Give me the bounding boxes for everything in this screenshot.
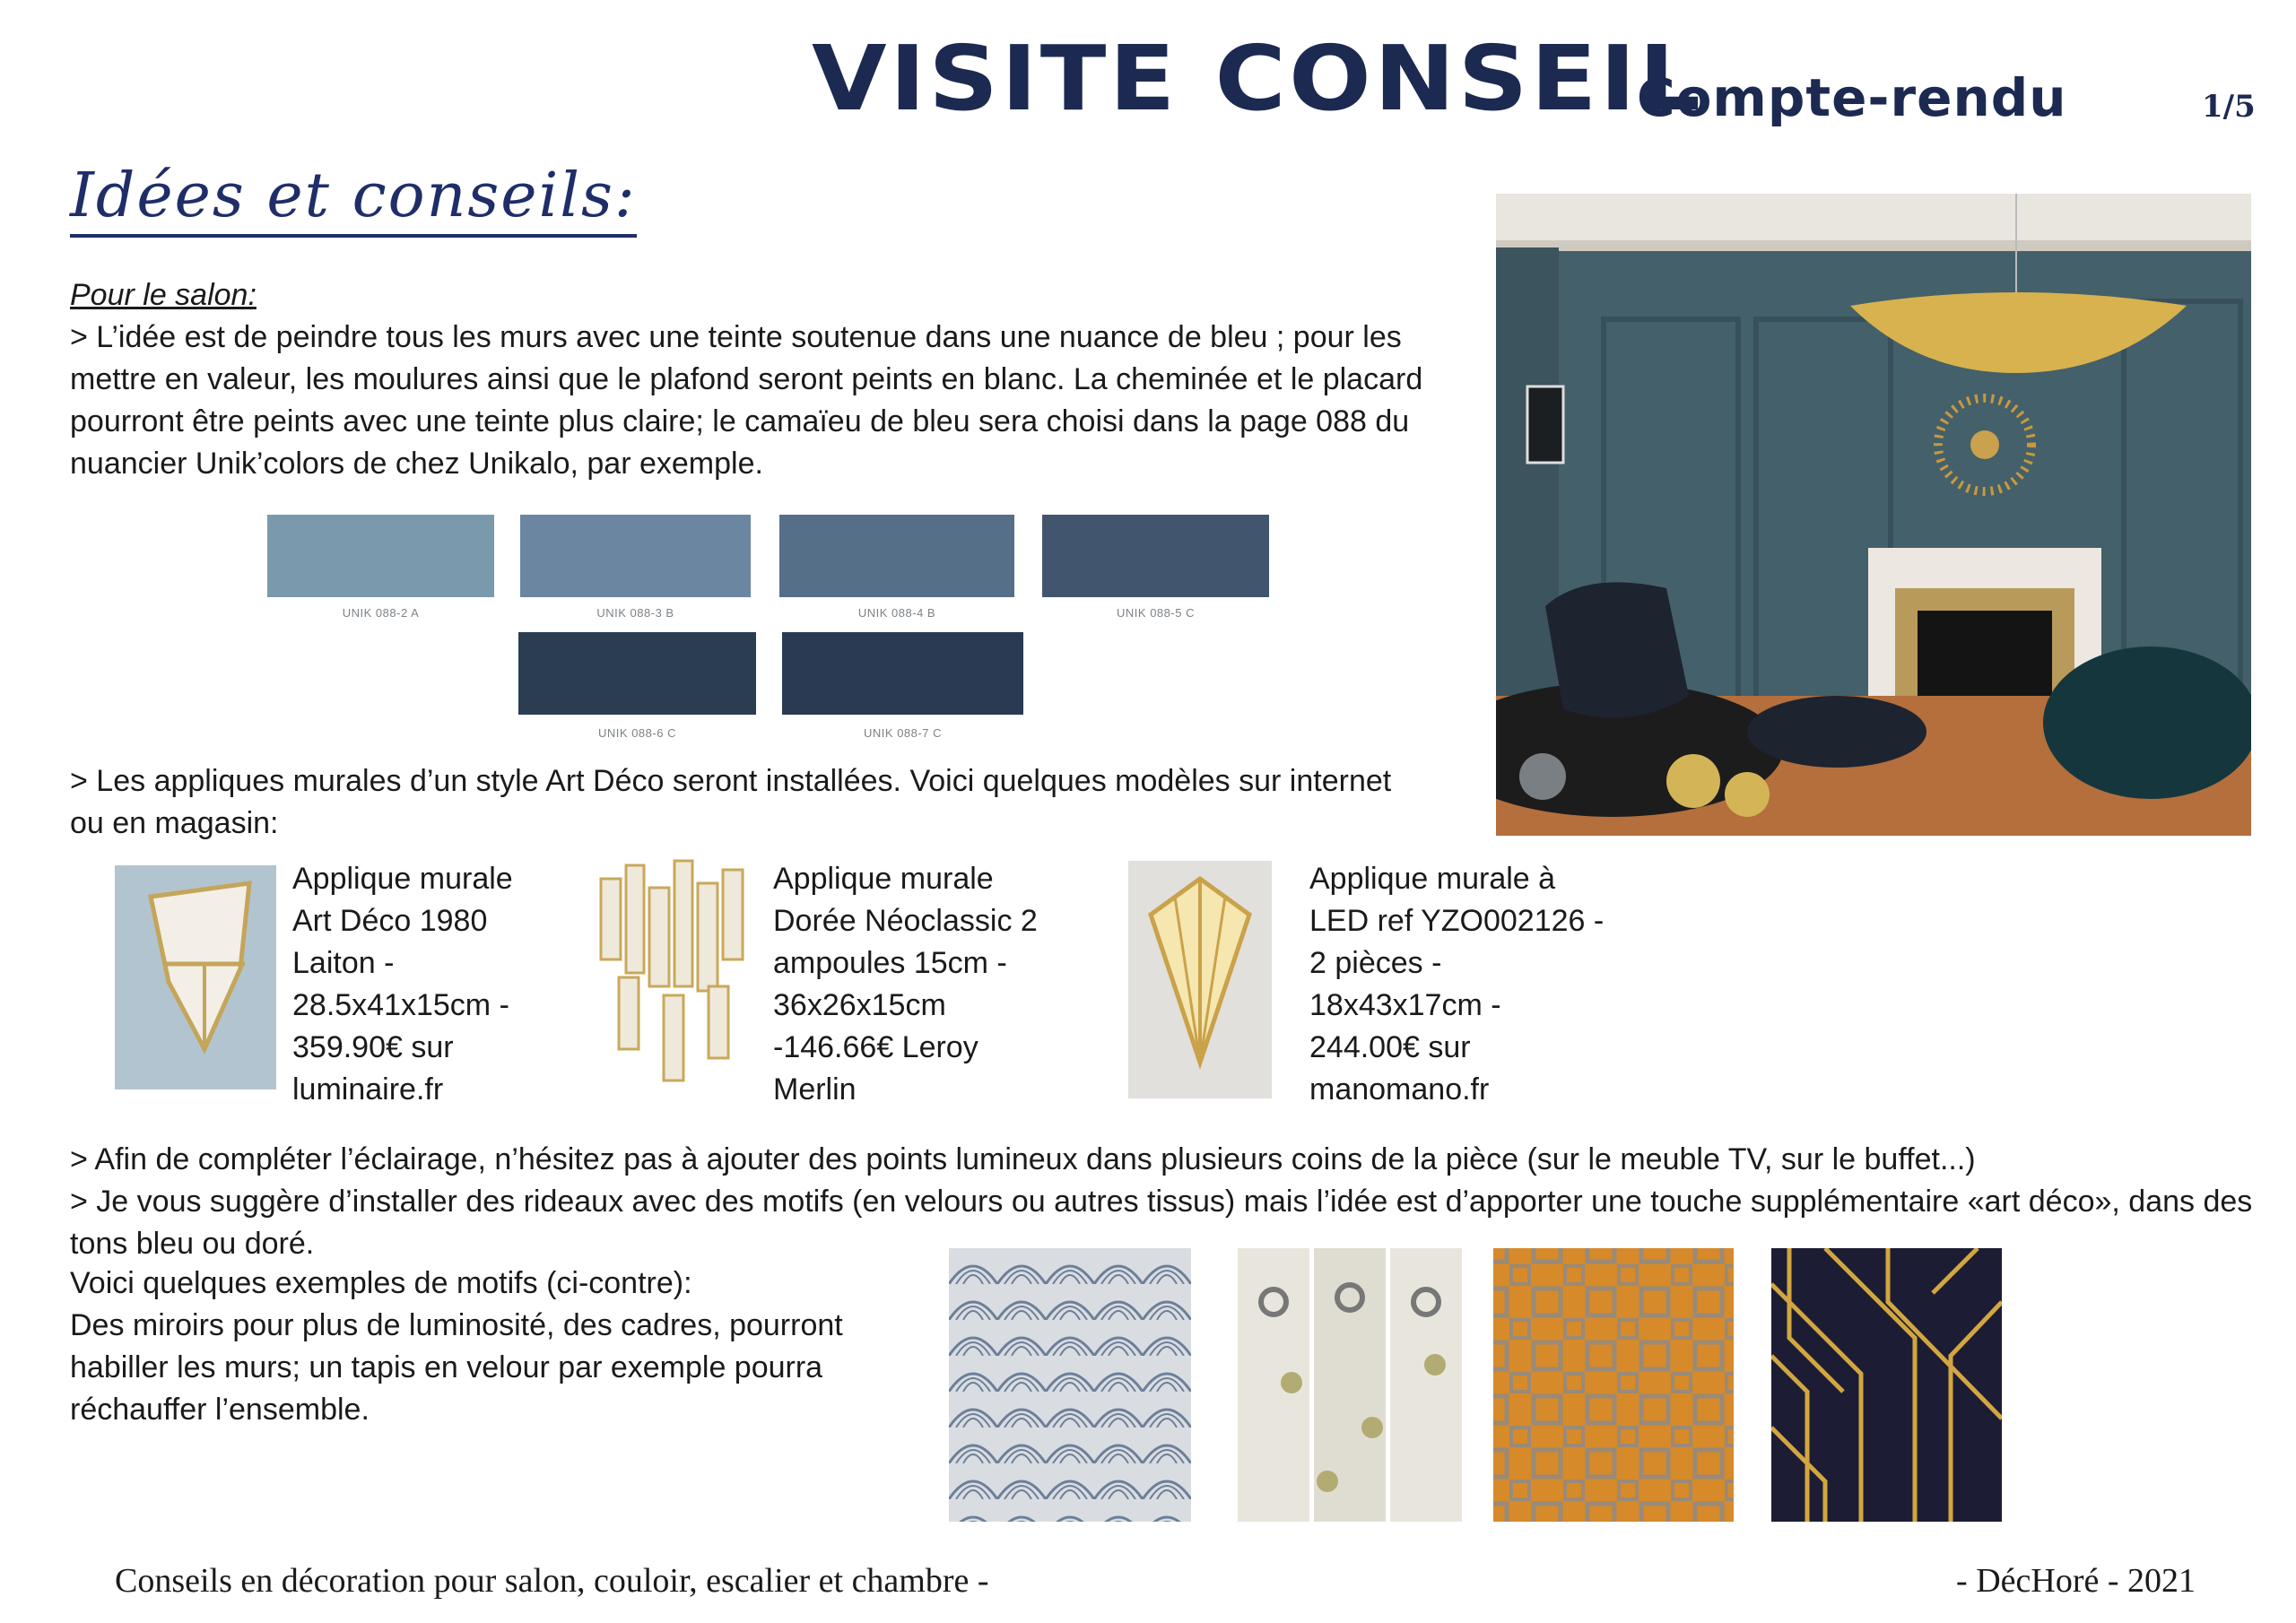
color-swatch <box>1042 515 1269 597</box>
section-heading: Idées et conseils: <box>70 166 637 238</box>
fabric-curtain-image <box>1238 1248 1462 1522</box>
swatch-code: UNIK 088-7 C <box>864 726 942 740</box>
color-swatch <box>520 515 751 597</box>
swatch-code: UNIK 088-5 C <box>1117 606 1195 620</box>
fabric-fan-pattern-image <box>949 1248 1191 1522</box>
living-room-photo <box>1496 194 2251 836</box>
product-description: Applique murale Art Déco 1980 Laiton - 28.5x41x15cm - 359.90€ sur luminaire.fr <box>292 862 513 1107</box>
page-number: 1/5 <box>2202 89 2256 125</box>
motifs-paragraph: Voici quelques exemples de motifs (ci-contre): Des miroirs pour plus de luminosité, des cadres, pourront habiller les murs; un tapis en velour par exemple pourra réchauffer l’ensemble. <box>70 1266 843 1427</box>
fabric-gold-lines-image <box>1771 1248 2002 1522</box>
product-description: Applique murale à LED ref YZO002126 - 2 pièces - 18x43x17cm - 244.00€ sur manomano.fr <box>1309 862 1605 1107</box>
salon-label: Pour le salon: <box>70 278 257 312</box>
redacted-area <box>1292 1558 2034 1601</box>
lighting-curtains-paragraph: > Afin de compléter l’éclairage, n’hésitez pas à ajouter des points lumineux dans plusieurs coins de la pièce (sur le meuble TV, sur le buffet...) > Je vous suggère d’installer des rideaux avec des motifs (en velours ou autres tissus) mais l’idée est d’apporter une touche supplémentaire «art déco», dans des tons bleu ou doré. <box>70 1142 2253 1261</box>
swatch-code: UNIK 088-6 C <box>598 726 676 740</box>
document-title: VISITE CONSEIL <box>812 26 1704 131</box>
product-description: Applique murale Dorée Néoclassic 2 ampoules 15cm - 36x26x15cm -146.66€ Leroy Merlin <box>773 862 1038 1107</box>
swatch-code: UNIK 088-2 A <box>342 606 420 620</box>
color-swatch <box>267 515 494 597</box>
swatch-code: UNIK 088-3 B <box>596 606 674 620</box>
document-subtitle: Compte-rendu <box>1637 67 2067 128</box>
paint-paragraph: > L’idée est de peindre tous les murs avec une teinte soutenue dans une nuance de bleu ; pour les mettre en valeur, les moulures ainsi que le plafond seront peints en blanc. La cheminée et le placard pourront être peints avec une teinte plus claire; le camaïeu de bleu sera choisi dans la page 088 du nuancier Unik’colors de chez Unikalo, par exemple. <box>70 320 1423 481</box>
color-swatch <box>518 632 756 715</box>
fabric-orange-geometric-image <box>1493 1248 1734 1522</box>
footer-right-text: - DécHoré - 2021 <box>1956 1562 2196 1600</box>
sconce-neoclassic-image <box>583 852 762 1089</box>
sconce-led-image <box>1128 861 1272 1098</box>
sconce-intro-paragraph: > Les appliques murales d’un style Art Déco seront installées. Voici quelques modèles sur internet ou en magasin: <box>70 764 1392 840</box>
sconce-art-deco-image <box>115 865 276 1089</box>
footer-left-text: Conseils en décoration pour salon, couloir, escalier et chambre - <box>115 1562 989 1600</box>
color-swatch <box>779 515 1014 597</box>
footer <box>115 1564 2196 1598</box>
swatch-code: UNIK 088-4 B <box>857 606 936 620</box>
color-swatch <box>782 632 1023 715</box>
